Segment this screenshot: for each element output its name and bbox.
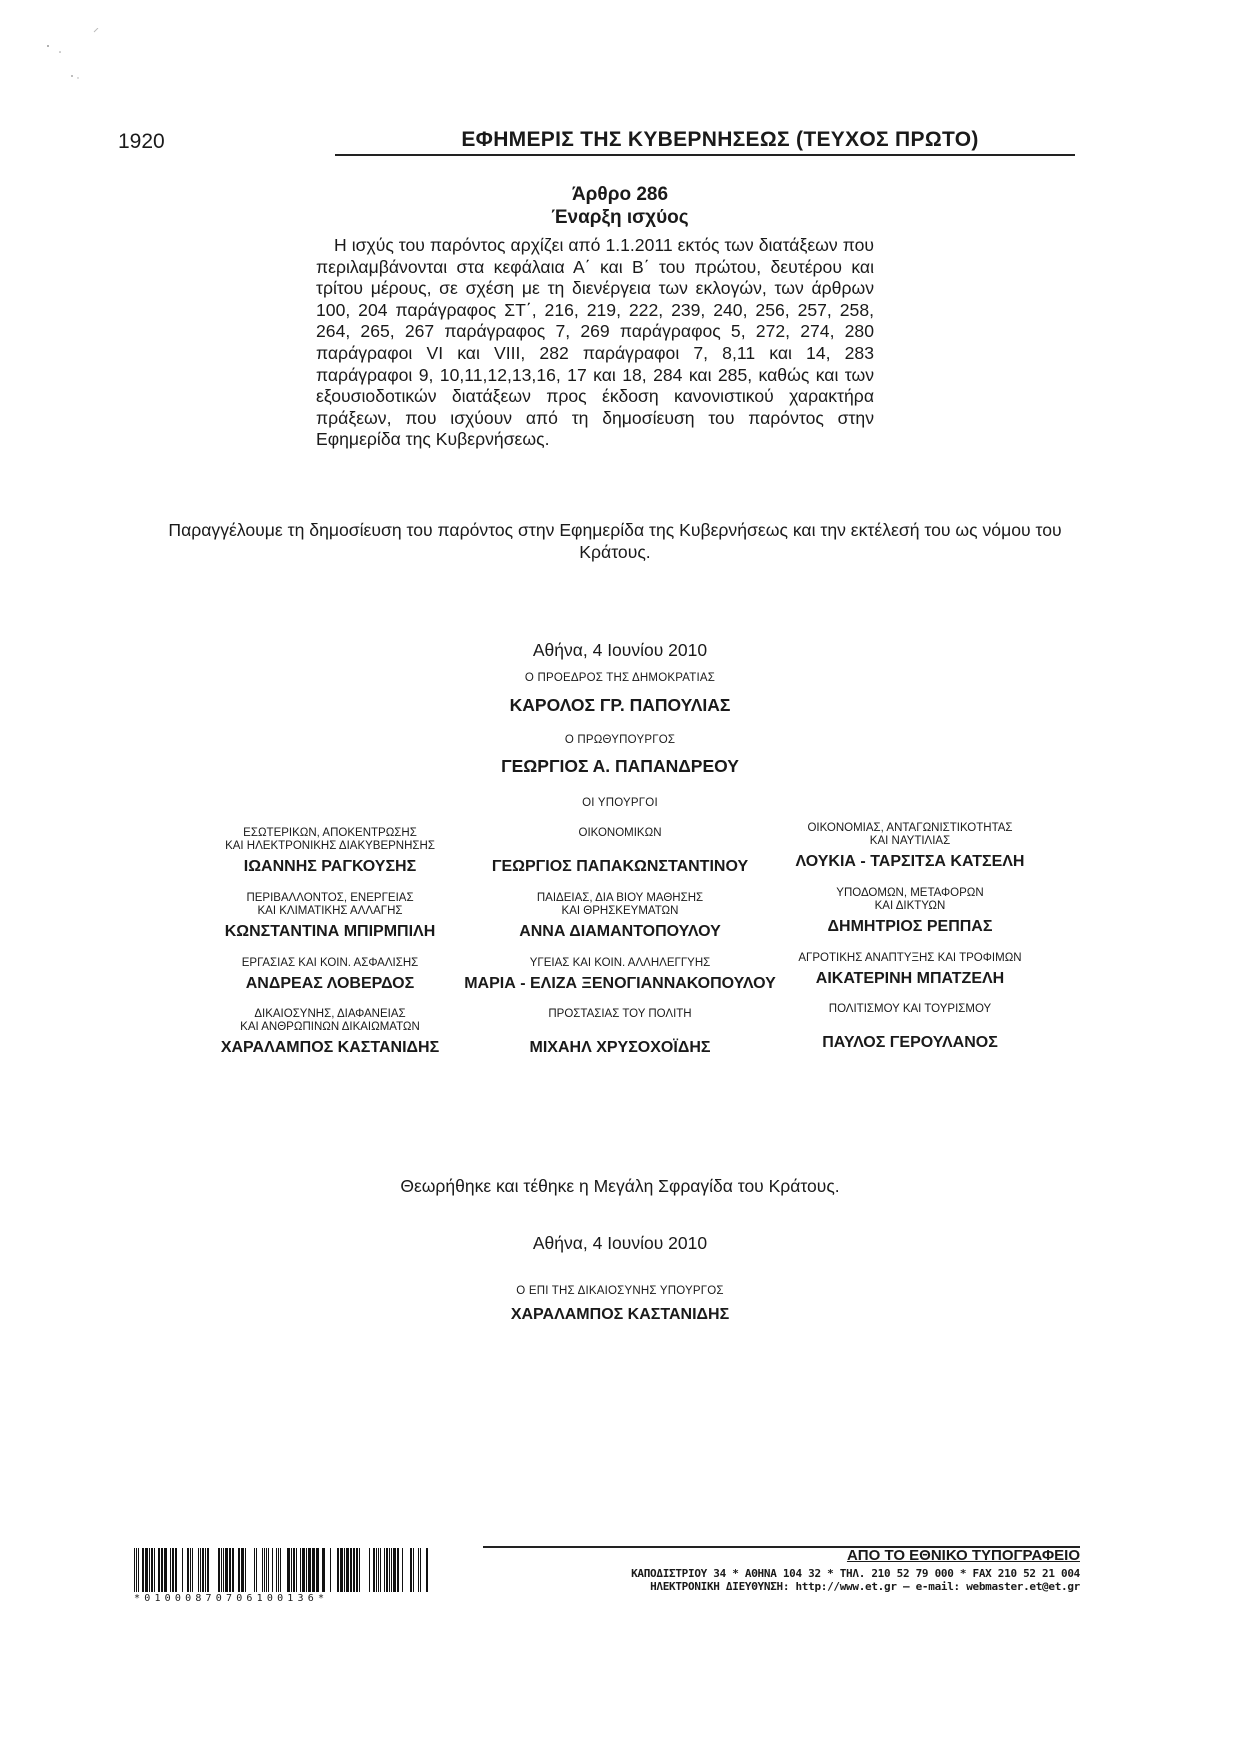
barcode-bar [232,1548,234,1592]
barcode-bar [418,1548,419,1592]
scan-speck-marks [42,28,102,88]
barcode-bar [136,1548,137,1592]
barcode-number: *01000870706100136* [134,1593,329,1604]
president-name: ΚΑΡΟΛΟΣ ΓΡ. ΠΑΠΟΥΛΙΑΣ [509,695,731,715]
barcode-bar [386,1548,388,1592]
barcode-bar [202,1548,204,1592]
barcode-bar [158,1548,160,1592]
barcode-bar [170,1548,171,1592]
article-title: Έναρξη ισχύος [551,207,689,228]
barcode-bar [302,1548,305,1592]
article-number: Άρθρο 286 [571,184,669,205]
barcode-bar [134,1548,135,1592]
barcode-bar [198,1548,199,1592]
ministry-title: ΠΟΛΙΤΙΣΜΟΥ ΚΑΙ ΤΟΥΡΙΣΜΟΥ [828,1003,992,1015]
barcode-bar [312,1548,315,1592]
justice-minister-name: ΧΑΡΑΛΑΜΠΟΣ ΚΑΣΤΑΝΙΔΗΣ [510,1306,730,1323]
president-title: Ο ΠΡΟΕΔΡΟΣ ΤΗΣ ΔΗΜΟΚΡΑΤΙΑΣ [524,672,716,684]
justice-minister-title: Ο ΕΠΙ ΤΗΣ ΔΙΚΑΙΟΣΥΝΗΣ ΥΠΟΥΡΓΟΣ [516,1285,724,1297]
barcode-bar [223,1548,224,1592]
minister-name: ΛΟΥΚΙΑ - ΤΑΡΣΙΤΣΑ ΚΑΤΣΕΛΗ [795,853,1025,870]
seal-date: Αθήνα, 4 Ιουνίου 2010 [532,1233,708,1253]
barcode-bar [187,1548,189,1592]
barcode-bar [397,1548,399,1592]
barcode-bar [207,1548,209,1592]
barcode-bar [426,1548,428,1592]
barcode-bar [138,1548,139,1592]
barcode-bar [330,1548,331,1592]
barcode-bar [266,1548,267,1592]
barcode-bar [389,1548,390,1592]
promulgation-clause: Παραγγέλουμε τη δημοσίευση του παρόντος στην Εφημερίδα της Κυβερνήσεως και την εκτέλεσή του ως νόμου του Κράτους. [168,520,1062,562]
header-rule [335,154,1075,156]
barcode-bar [410,1548,412,1592]
barcode-bar [316,1548,319,1592]
barcode-bar [200,1548,201,1592]
barcode-bar [161,1548,163,1592]
barcode-bar [322,1548,325,1592]
barcode-bar [264,1548,265,1592]
barcode-bar [306,1548,307,1592]
ministry-title: ΥΓΕΙΑΣ ΚΑΙ ΚΟΙΝ. ΑΛΛΗΛΕΓΓΥΗΣ [529,957,711,969]
barcode-bar [340,1548,343,1592]
minister-block [730,952,1090,989]
barcode-bar [287,1548,290,1592]
minister-name: ΙΩΑΝΝΗΣ ΡΑΓΚΟΥΣΗΣ [243,858,417,875]
barcode-bar [205,1548,206,1592]
barcode-bar [175,1548,177,1592]
barcode-bar [293,1548,295,1592]
ministry-title: ΠΑΙΔΕΙΑΣ, ΔΙΑ ΒΙΟΥ ΜΑΘΗΣΗΣ ΚΑΙ ΘΡΗΣΚΕΥΜΑΤΩΝ [536,892,704,917]
printer-web-address: ΗΛΕΚΤΡΟΝΙΚΗ ΔΙΕΥΘΥΝΣΗ: http://www.et.gr – e-mail: webmaster.et@et.gr [650,1580,1080,1593]
ministry-title: ΠΕΡΙΒΑΛΛΟΝΤΟΣ, ΕΝΕΡΓΕΙΑΣ ΚΑΙ ΚΛΙΜΑΤΙΚΗΣ ΑΛΛΑΓΗΣ [246,892,414,917]
barcode-bar [369,1548,370,1592]
ministry-title: ΠΡΟΣΤΑΣΙΑΣ ΤΟΥ ΠΟΛΙΤΗ [548,1008,692,1020]
barcode-bar [291,1548,292,1592]
minister-name: ΑΙΚΑΤΕΡΙΝΗ ΜΠΑΤΖΕΛΗ [815,970,1005,987]
minister-name: ΚΩΝΣΤΑΝΤΙΝΑ ΜΠΙΡΜΠΙΛΗ [224,923,436,940]
barcode-bar [393,1548,396,1592]
barcode-bar [373,1548,375,1592]
article-body: Η ισχύς του παρόντος αρχίζει από 1.1.2011 εκτός των διατάξεων που περιλαμβάνονται στα κεφάλαια Α΄ και Β΄ του πρώτου, δευτέρου και τρίτου μέρους, σε σχέση με τη διενέργεια των εκλογών, των άρθρων 100, 204 παράγραφος ΣΤ΄, 216, 219, 222, 239, 240, 256, 257, 258, 264, 265, 267 παράγραφος 7, 269 παράγραφος 5, 272, 274, 280 παράγραφοι VI και VIII, 282 παράγραφοι 7, 8,11 και 14, 283 παράγραφοι 9, 10,11,12,13,16, 17 και 18, 284 και 285, καθώς και των εξουσιοδοτικών διατάξεων προς έκδοση κανονιστικού χαρακτήρα πράξεων, που ισχύουν από τη δημοσίευση του παρόντος στην Εφημερίδα της Κυβερνήσεως. [316,235,874,450]
barcode-bar [272,1548,273,1592]
barcode-bar [182,1548,183,1592]
minister-name: ΠΑΥΛΟΣ ΓΕΡΟΥΛΑΝΟΣ [822,1034,998,1051]
minister-name: ΔΗΜΗΤΡΙΟΣ ΡΕΠΠΑΣ [827,918,993,935]
barcode-bar [254,1548,255,1592]
minister-block [730,1003,1090,1053]
barcode-bar [353,1548,355,1592]
barcode-bar [300,1548,301,1592]
barcode-bar [238,1548,240,1592]
signing-date: Αθήνα, 4 Ιουνίου 2010 [532,640,708,660]
barcode-bar [241,1548,244,1592]
barcode-bar [154,1548,155,1592]
barcode-bar [376,1548,377,1592]
ministry-title: ΑΓΡΟΤΙΚΗΣ ΑΝΑΠΤΥΞΗΣ ΚΑΙ ΤΡΟΦΙΜΩΝ [798,952,1022,964]
ministry-title: ΔΙΚΑΙΟΣΥΝΗΣ, ΔΙΑΦΑΝΕΙΑΣ ΚΑΙ ΑΝΘΡΩΠΙΝΩΝ ΔΙΚΑΙΩΜΑΤΩΝ [240,1008,420,1033]
ministry-title: ΟΙΚΟΝΟΜΙΚΩΝ [578,827,662,839]
minister-name: ΜΑΡΙΑ - ΕΛΙΖΑ ΞΕΝΟΓΙΑΝΝΑΚΟΠΟΥΛΟΥ [464,975,776,992]
barcode-bar [276,1548,277,1592]
barcode-bar [402,1548,403,1592]
printer-address: ΚΑΠΟΔΙΣΤΡΙΟΥ 34 * ΑΘΗΝΑ 104 32 * ΤΗΛ. 210 52 79 000 * FAX 210 52 21 004 [631,1567,1080,1580]
page-number: 1920 [118,130,165,153]
barcode-bar [380,1548,381,1592]
barcode-bar [164,1548,167,1592]
barcode-bar [225,1548,228,1592]
ministry-title: ΕΣΩΤΕΡΙΚΩΝ, ΑΠΟΚΕΝΤΡΩΣΗΣ ΚΑΙ ΗΛΕΚΤΡΟΝΙΚΗΣ ΔΙΑΚΥΒΕΡΝΗΣΗΣ [225,827,435,852]
barcode-bar [391,1548,392,1592]
barcode-bar [145,1548,148,1592]
ministry-title: ΟΙΚΟΝΟΜΙΑΣ, ΑΝΤΑΓΩΝΙΣΤΙΚΟΤΗΤΑΣ ΚΑΙ ΝΑΥΤΙΛΙΑΣ [807,822,1013,847]
prime-minister-title: Ο ΠΡΩΘΥΠΟΥΡΓΟΣ [564,734,676,746]
barcode-bar [384,1548,385,1592]
barcode-bar [218,1548,220,1592]
barcode-bar [268,1548,269,1592]
barcode-bar [245,1548,246,1592]
barcode-bar [420,1548,421,1592]
barcode-bar [308,1548,311,1592]
barcode-bar [172,1548,174,1592]
barcode-bar [142,1548,144,1592]
minister-block [730,822,1090,872]
printer-title: ΑΠΟ ΤΟ ΕΘΝΙΚΟ ΤΥΠΟΓΡΑΦΕΙΟ [846,1547,1080,1564]
barcode-bar [151,1548,153,1592]
barcode-bar [221,1548,222,1592]
barcode-bar [413,1548,414,1592]
minister-name: ΓΕΩΡΓΙΟΣ ΠΑΠΑΚΩΝΣΤΑΝΤΙΝΟΥ [491,858,749,875]
barcode-bar [262,1548,263,1592]
barcode-bar [350,1548,352,1592]
minister-name: ΑΝΝΑ ΔΙΑΜΑΝΤΟΠΟΥΛΟΥ [519,923,721,940]
barcode-bar [378,1548,379,1592]
running-title: ΕΦΗΜΕΡΙΣ ΤΗΣ ΚΥΒΕΡΝΗΣΕΩΣ (ΤΕΥΧΟΣ ΠΡΩΤΟ) [461,128,979,151]
prime-minister-name: ΓΕΩΡΓΙΟΣ Α. ΠΑΠΑΝΔΡΕΟΥ [501,756,739,776]
barcode-bar [229,1548,231,1592]
ministry-title: ΥΠΟΔΟΜΩΝ, ΜΕΤΑΦΟΡΩΝ ΚΑΙ ΔΙΚΤΥΩΝ [836,887,984,912]
barcode-bar [344,1548,345,1592]
barcode-bar [346,1548,349,1592]
minister-block [730,887,1090,937]
great-seal-statement: Θεωρήθηκε και τέθηκε η Μεγάλη Σφραγίδα του Κράτους. [400,1176,840,1196]
barcode-bar [190,1548,191,1592]
ministry-title: ΕΡΓΑΣΙΑΣ ΚΑΙ ΚΟΙΝ. ΑΣΦΑΛΙΣΗΣ [241,957,419,969]
minister-name: ΧΑΡΑΛΑΜΠΟΣ ΚΑΣΤΑΝΙΔΗΣ [220,1039,440,1056]
barcode [134,1548,432,1592]
barcode-bar [192,1548,193,1592]
barcode-bar [337,1548,339,1592]
ministers-heading: ΟΙ ΥΠΟΥΡΓΟΙ [582,797,658,809]
barcode-bar [359,1548,360,1592]
minister-name: ΑΝΔΡΕΑΣ ΛΟΒΕΡΔΟΣ [245,975,415,992]
barcode-bar [256,1548,257,1592]
barcode-bar [149,1548,150,1592]
minister-name: ΜΙΧΑΗΛ ΧΡΥΣΟΧΟΪΔΗΣ [529,1039,711,1056]
barcode-bar [296,1548,297,1592]
barcode-bar [356,1548,358,1592]
barcode-bar [278,1548,279,1592]
barcode-bar [280,1548,281,1592]
